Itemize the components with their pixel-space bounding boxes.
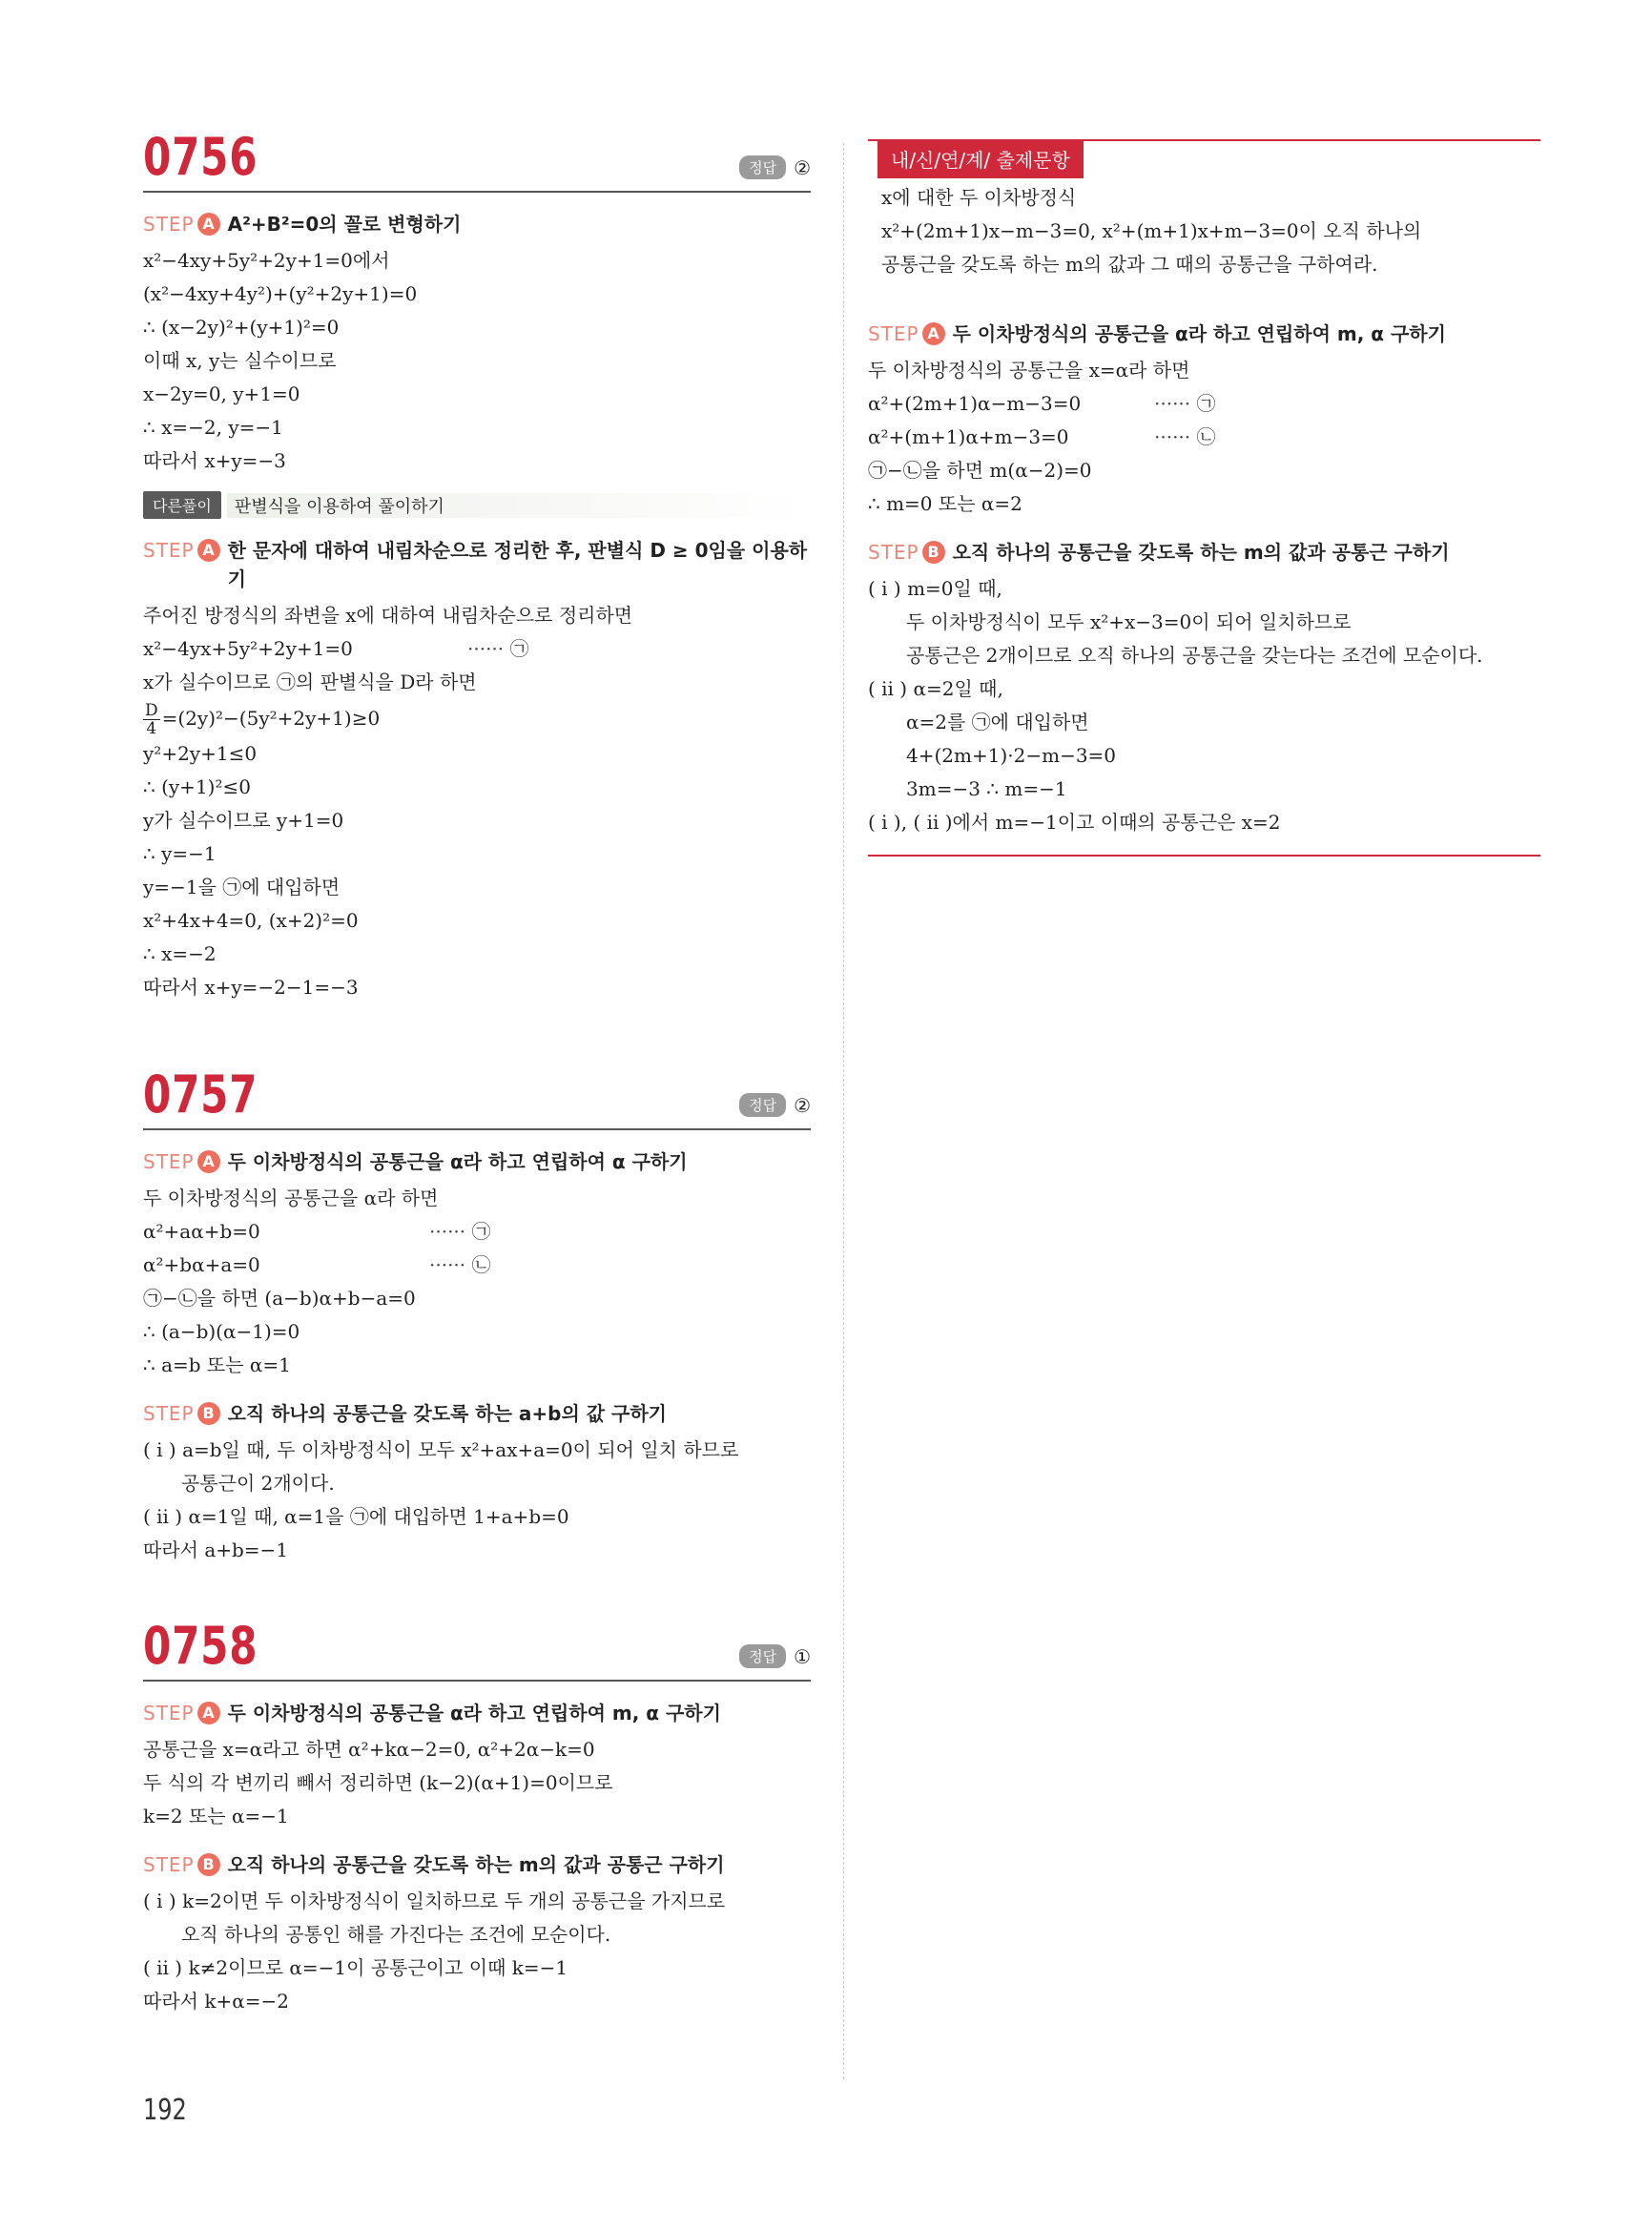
solution-line: ( ii ) α=2일 때, <box>868 677 1003 700</box>
step-title: 오직 하나의 공통근을 갖도록 하는 m의 값과 공통근 구하기 <box>952 541 1450 564</box>
page-number: 192 <box>143 2094 187 2127</box>
question-line: x에 대한 두 이차방정식 <box>881 186 1077 209</box>
solution-line: 오직 하나의 공통인 해를 가진다는 조건에 모순이다. <box>181 1923 611 1946</box>
step-letter-badge: A <box>197 1702 220 1724</box>
step-letter-badge: A <box>197 539 220 562</box>
fraction <box>143 702 160 737</box>
step-label: STEP <box>143 1150 195 1173</box>
step-label: STEP <box>143 539 195 562</box>
solution-line: 두 이차방정식의 공통근을 α라 하면 <box>143 1187 439 1209</box>
solution-line: 따라서 k+α=−2 <box>143 1990 289 2013</box>
question-line: 공통근을 갖도록 하는 m의 값과 그 때의 공통근을 구하여라. <box>881 253 1378 276</box>
solution-line <box>143 1215 811 1249</box>
solution-line: ∴ y=−1 <box>143 842 217 865</box>
problem-number: 0757 <box>143 1064 258 1125</box>
step-title: A²+B²=0의 꼴로 변형하기 <box>227 213 462 236</box>
left-column <box>143 124 811 2018</box>
solution-line: ( i ) m=0일 때, <box>868 577 1002 600</box>
solution-line: 공통근을 x=α라고 하면 α²+kα−2=0, α²+2α−k=0 <box>143 1738 595 1761</box>
solution-line: 이때 x, y는 실수이므로 <box>143 349 337 372</box>
question-line: x²+(2m+1)x−m−3=0, x²+(m+1)x+m−3=0이 오직 하나의 <box>881 219 1422 242</box>
step-b-heading <box>143 1850 811 1879</box>
step-title: 한 문자에 대하여 내림차순으로 정리한 후, 판별식 D ≥ 0임을 이용하기 <box>227 539 808 590</box>
linked-question-header <box>868 134 1540 181</box>
step-b-heading <box>868 538 1540 567</box>
equation: α²+bα+a=0 <box>143 1253 260 1276</box>
step-title: 두 이차방정식의 공통근을 α라 하고 연립하여 m, α 구하기 <box>952 322 1446 345</box>
solution-line: α=2를 ㉠에 대입하면 <box>906 711 1089 733</box>
solution-line: 두 이차방정식의 공통근을 x=α라 하면 <box>868 359 1190 382</box>
solution-line: (x²−4xy+4y²)+(y²+2y+1)=0 <box>143 282 418 305</box>
solution-line: ∴ (a−b)(α−1)=0 <box>143 1320 300 1343</box>
solution-line: 따라서 x+y=−2−1=−3 <box>143 976 359 999</box>
solution-line: x²+4x+4=0, (x+2)²=0 <box>143 909 359 932</box>
solution-line: 두 식의 각 변끼리 빼서 정리하면 (k−2)(α+1)=0이므로 <box>143 1771 613 1794</box>
step-letter-badge: A <box>197 213 220 236</box>
solution-line: 두 이차방정식이 모두 x²+x−3=0이 되어 일치하므로 <box>906 610 1352 633</box>
solution-line: 공통근이 2개이다. <box>181 1472 335 1495</box>
solution-line: x가 실수이므로 ㉠의 판별식을 D라 하면 <box>143 671 477 693</box>
step-letter-badge: B <box>197 1402 220 1425</box>
equation: α²+aα+b=0 <box>143 1220 260 1243</box>
solution-line: y²+2y+1≤0 <box>143 742 258 765</box>
answer-value: ② <box>794 1093 811 1117</box>
equation: α²+(2m+1)α−m−3=0 <box>868 392 1082 415</box>
alt-solution-badge: 다른풀이 <box>143 491 221 519</box>
solution-line: 공통근은 2개이므로 오직 하나의 공통근을 갖는다는 조건에 모순이다. <box>906 644 1483 667</box>
step-b-heading <box>143 1399 811 1428</box>
solution-line: ㉠−㉡을 하면 (a−b)α+b−a=0 <box>143 1287 416 1310</box>
step-letter-badge: A <box>197 1150 220 1173</box>
answer-badge: 정답 <box>739 1093 786 1117</box>
step-title: 오직 하나의 공통근을 갖도록 하는 m의 값과 공통근 구하기 <box>227 1853 725 1876</box>
answer-value: ② <box>794 155 811 179</box>
answer <box>739 155 811 179</box>
step-letter-badge: B <box>922 541 945 564</box>
step-letter-badge: A <box>922 322 945 345</box>
linked-question-end-rule <box>868 855 1540 857</box>
solution-line: ∴ m=0 또는 α=2 <box>868 492 1022 515</box>
solution-line: k=2 또는 α=−1 <box>143 1805 289 1827</box>
solution-line: 따라서 x+y=−3 <box>143 449 286 472</box>
solution-line: ∴ a=b 또는 α=1 <box>143 1353 291 1376</box>
step-label: STEP <box>143 1402 195 1425</box>
column-divider <box>843 143 844 2079</box>
equation-marker: ······ ㉡ <box>429 1253 491 1276</box>
step-label: STEP <box>143 1702 195 1724</box>
equation-marker: ······ ㉠ <box>1154 392 1216 415</box>
step-a-heading <box>143 210 811 238</box>
solution-line: ∴ (y+1)²≤0 <box>143 775 251 798</box>
solution-line: x²−4xy+5y²+2y+1=0에서 <box>143 249 390 272</box>
solution-line: y가 실수이므로 y+1=0 <box>143 809 344 832</box>
equation-marker: ······ ㉡ <box>1154 425 1216 448</box>
linked-question-badge: 내/신/연/계/ 출제문항 <box>878 139 1084 178</box>
answer-value: ① <box>794 1644 811 1668</box>
equation-marker: ······ ㉠ <box>467 637 529 660</box>
solution-line: 따라서 a+b=−1 <box>143 1538 289 1561</box>
answer-badge: 정답 <box>739 1644 786 1668</box>
solution-line <box>143 1249 811 1282</box>
step-title: 오직 하나의 공통근을 갖도록 하는 a+b의 값 구하기 <box>227 1402 667 1425</box>
linked-question-text <box>868 181 1540 281</box>
solution-line: ∴ (x−2y)²+(y+1)²=0 <box>143 316 340 339</box>
equation: α²+(m+1)α+m−3=0 <box>868 425 1069 448</box>
answer <box>739 1093 811 1117</box>
answer-badge: 정답 <box>739 155 786 179</box>
solution-line: ( i ) a=b일 때, 두 이차방정식이 모두 x²+ax+a=0이 되어 일치 하므로 <box>143 1438 739 1461</box>
solution-line <box>868 387 1540 421</box>
solution-line: ( ii ) k≠2이므로 α=−1이 공통근이고 이때 k=−1 <box>143 1956 568 1979</box>
solution-line: 주어진 방정식의 좌변을 x에 대하여 내림차순으로 정리하면 <box>143 604 633 627</box>
problem-0756-header <box>143 124 811 193</box>
step-a-heading <box>143 1147 811 1176</box>
step-a-heading <box>143 1699 811 1727</box>
step-label: STEP <box>143 213 195 236</box>
step-label: STEP <box>143 1853 195 1876</box>
step-letter-badge: B <box>197 1853 220 1876</box>
equation-marker: ······ ㉠ <box>429 1220 491 1243</box>
problem-number: 0756 <box>143 127 258 187</box>
solution-line: ∴ x=−2 <box>143 942 217 965</box>
problem-0757-header <box>143 1062 811 1130</box>
problem-number: 0758 <box>143 1616 258 1676</box>
solution-line: ( i ), ( ii )에서 m=−1이고 이때의 공통근은 x=2 <box>868 811 1281 834</box>
equation: x²−4yx+5y²+2y+1=0 <box>143 637 353 660</box>
solution-line: y=−1을 ㉠에 대입하면 <box>143 876 341 898</box>
solution-line: 4+(2m+1)·2−m−3=0 <box>906 744 1117 767</box>
step-label: STEP <box>868 541 919 564</box>
alternative-solution-header <box>143 491 811 519</box>
solution-line: ∴ x=−2, y=−1 <box>143 416 283 439</box>
problem-0758-header <box>143 1613 811 1682</box>
step-a-heading <box>868 320 1540 348</box>
step-title: 두 이차방정식의 공통근을 α라 하고 연립하여 α 구하기 <box>227 1150 688 1173</box>
equation: =(2y)²−(5y²+2y+1)≥0 <box>161 707 381 730</box>
solution-line: 3m=−3 ∴ m=−1 <box>906 777 1067 800</box>
fraction-denominator: 4 <box>146 719 157 738</box>
answer <box>739 1644 811 1668</box>
step-a-heading <box>143 536 811 593</box>
solution-line: x−2y=0, y+1=0 <box>143 382 300 405</box>
solution-line <box>868 421 1540 454</box>
fraction-numerator: D <box>145 701 158 720</box>
alt-solution-title: 판별식을 이용하여 풀이하기 <box>227 493 811 518</box>
solution-line: ㉠−㉡을 하면 m(α−2)=0 <box>868 459 1092 482</box>
step-label: STEP <box>868 322 919 345</box>
solution-line: ( ii ) α=1일 때, α=1을 ㉠에 대입하면 1+a+b=0 <box>143 1505 569 1528</box>
solution-line <box>143 699 811 737</box>
step-title: 두 이차방정식의 공통근을 α라 하고 연립하여 m, α 구하기 <box>227 1702 721 1724</box>
right-column <box>868 134 1540 857</box>
solution-line: ( i ) k=2이면 두 이차방정식이 일치하므로 두 개의 공통근을 가지므로 <box>143 1889 726 1912</box>
solution-line <box>143 632 811 666</box>
